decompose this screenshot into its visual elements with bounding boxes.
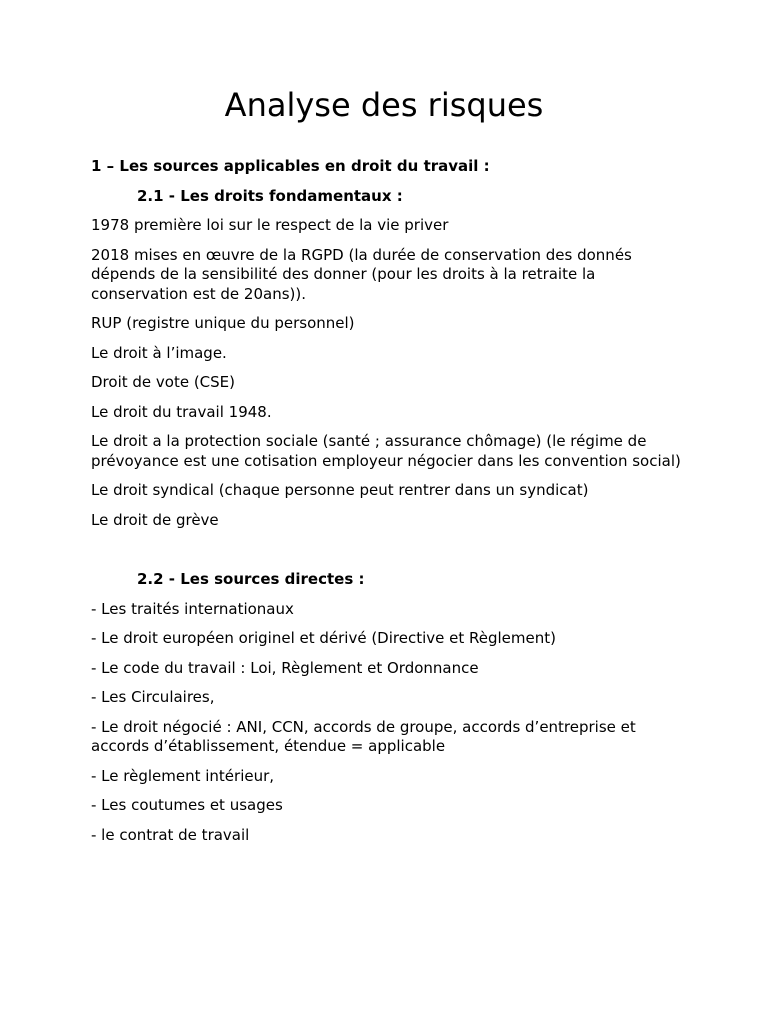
list-item-code-travail: - Le code du travail : Loi, Règlement et Ordonnance — [91, 658, 479, 677]
paragraph-protection-sociale: Le droit a la protection sociale (santé ; assurance chômage) (le régime de prévoyance est une cotisation employeur négocier dans les convention social) — [91, 432, 681, 470]
paragraph-droit-syndical: Le droit syndical (chaque personne peut rentrer dans un syndicat) — [91, 481, 589, 499]
list-item-contrat-travail: - le contrat de travail — [91, 825, 250, 844]
paragraph-droit-travail-1948: Le droit du travail 1948. — [91, 402, 272, 421]
document-body — [91, 157, 681, 855]
heading-sources-droit-travail: 1 – Les sources applicables en droit du travail : — [91, 157, 490, 175]
paragraph-loi-1978: 1978 première loi sur le respect de la vie priver — [91, 216, 449, 234]
paragraph-droit-vote: Droit de vote (CSE) — [91, 373, 236, 391]
list-item-coutumes: - Les coutumes et usages — [91, 796, 283, 814]
list-item-circulaires: - Les Circulaires, — [91, 688, 215, 706]
section-spacer — [91, 540, 681, 570]
paragraph-rgpd-2018: 2018 mises en œuvre de la RGPD (la durée de conservation des donnés dépends de la sensibilité des donner (pour les droits à la retraite la conservation est de 20ans)). — [91, 245, 632, 303]
document-title: Analyse des risques — [224, 86, 544, 124]
heading-sources-directes: 2.2 - Les sources directes : — [137, 570, 365, 588]
paragraph-droit-greve: Le droit de grève — [91, 510, 219, 529]
paragraph-droit-image: Le droit à l’image. — [91, 343, 227, 362]
list-item-traites: - Les traités internationaux — [91, 599, 294, 618]
heading-droits-fondamentaux: 2.1 - Les droits fondamentaux : — [137, 186, 403, 205]
paragraph-rup: RUP (registre unique du personnel) — [91, 314, 355, 332]
list-item-droit-negocie: - Le droit négocié : ANI, CCN, accords de groupe, accords d’entreprise et accords d’établissement, étendue = applicable — [91, 717, 636, 755]
list-item-reglement-interieur: - Le règlement intérieur, — [91, 766, 275, 785]
list-item-droit-europeen: - Le droit européen originel et dérivé (Directive et Règlement) — [91, 629, 556, 647]
